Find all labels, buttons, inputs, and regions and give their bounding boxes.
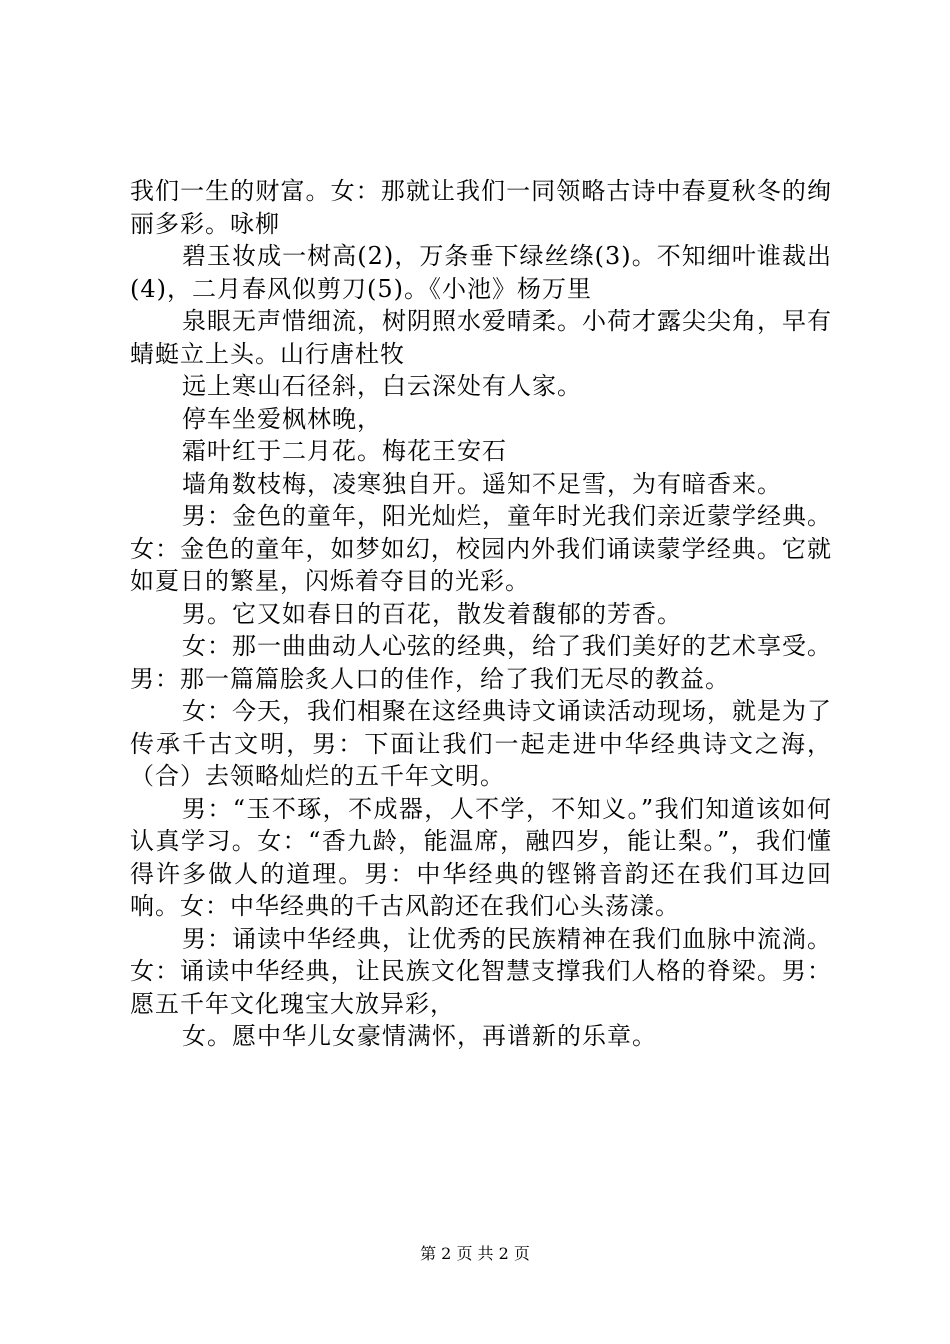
page-number-footer: 第 2 页 共 2 页 bbox=[420, 1244, 530, 1263]
paragraph: 男。它又如春日的百花，散发着馥郁的芳香。 bbox=[182, 599, 682, 628]
paragraph: 男：“玉不琢，不成器，人不学，不知义。”我们知道该如何认真学习。女：“香九龄，能温席，融四岁，能让梨。”，我们懂得许多做人的道理。男：中华经典的铿锵音韵还在我们耳边回响。女：中华经典的千古风韵还在我们心头荡漾。 bbox=[130, 794, 832, 920]
paragraph: 女：那一曲曲动人心弦的经典，给了我们美好的艺术享受。男：那一篇篇脍炙人口的佳作，给了我们无尽的教益。 bbox=[130, 632, 832, 693]
paragraph: 停车坐爱枫林晚， bbox=[182, 404, 382, 433]
paragraph: 男：诵读中华经典，让优秀的民族精神在我们血脉中流淌。女：诵读中华经典，让民族文化智慧支撑我们人格的脊梁。男：愿五千年文化瑰宝大放异彩， bbox=[130, 924, 832, 1018]
paragraph: 女。愿中华儿女豪情满怀，再谱新的乐章。 bbox=[182, 1022, 657, 1050]
paragraph: 碧玉妆成一树高(2)，万条垂下绿丝绦(3)。不知细叶谁裁出(4)，二月春风似剪刀(5)。《小池》杨万里 bbox=[130, 242, 832, 303]
paragraph: 女：今天，我们相聚在这经典诗文诵读活动现场，就是为了传承千古文明，男：下面让我们一起走进中华经典诗文之海，（合）去领略灿烂的五千年文明。 bbox=[130, 697, 832, 790]
paragraph: 我们一生的财富。女：那就让我们一同领略古诗中春夏秋冬的绚丽多彩。咏柳 bbox=[130, 177, 832, 238]
paragraph: 男：金色的童年，阳光灿烂，童年时光我们亲近蒙学经典。女：金色的童年，如梦如幻，校园内外我们诵读蒙学经典。它就如夏日的繁星，闪烁着夺目的光彩。 bbox=[130, 502, 832, 595]
paragraph: 墙角数枝梅，凌寒独自开。遥知不足雪，为有暗香来。 bbox=[182, 469, 782, 498]
paragraph: 霜叶红于二月花。梅花王安石 bbox=[182, 437, 507, 465]
paragraph: 泉眼无声惜细流，树阴照水爱晴柔。小荷才露尖尖角，早有蜻蜓立上头。山行唐杜牧 bbox=[130, 307, 832, 368]
document-body bbox=[130, 175, 832, 1053]
paragraph: 远上寒山石径斜，白云深处有人家。 bbox=[182, 372, 582, 400]
